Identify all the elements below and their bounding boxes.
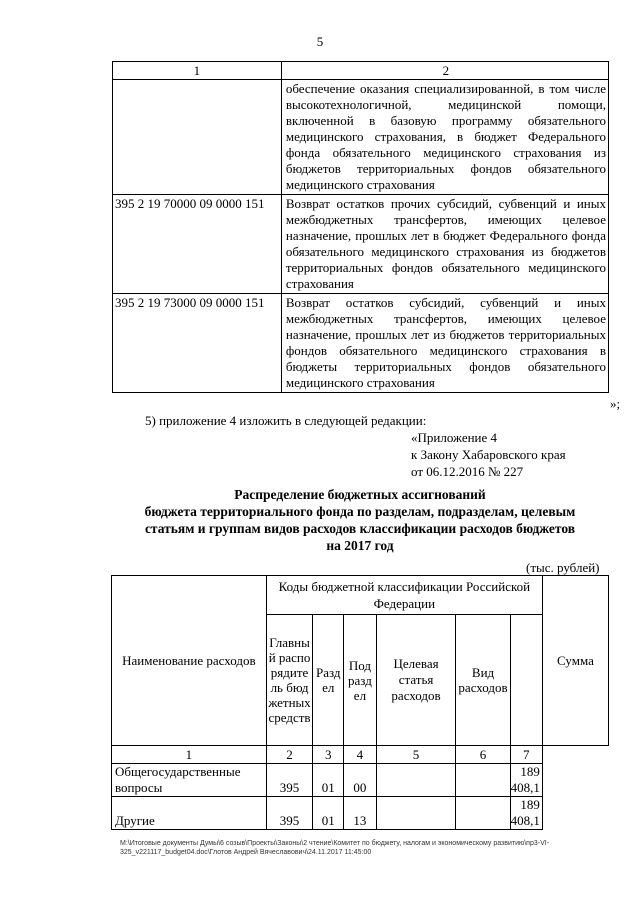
col-section-header: Раздел xyxy=(313,615,344,746)
description-cell: Возврат остатков субсидий, субвенций и иных межбюджетных трансфертов, имеющих целевое назначение, прошлых лет из бюджетов территориальных фондов обязательного медицинского страхования в бюджеты территориальных фондов обязательного медицинского страхования xyxy=(281,294,608,393)
amendment-item: 5) приложение 4 изложить в следующей редакции: xyxy=(145,413,427,428)
description-cell: обеспечение оказания специализированной, в том числе высокотехнологичной, медицинской помощи, включенной в базовую программу обязательного медицинского страхования, в бюджет Федерального фонда обязательного медицинского страхования из бюджетов территориальных фондов обязательного медицинского страхования xyxy=(281,80,608,195)
appendix-line: к Закону Хабаровского края xyxy=(411,447,566,462)
subsection-code: 00 xyxy=(344,764,377,797)
col-sum-header: Сумма xyxy=(542,576,608,746)
col-type-header: Вид расходов xyxy=(456,615,510,746)
section-code: 01 xyxy=(313,797,344,830)
page-number: 5 xyxy=(316,34,324,49)
codes-table xyxy=(112,61,609,393)
table-header-row xyxy=(113,62,609,80)
code-cell: 395 2 19 70000 09 0000 151 xyxy=(113,195,282,294)
type-code xyxy=(456,764,510,797)
table-row xyxy=(112,764,609,797)
col-number: 6 xyxy=(456,746,510,764)
table-row xyxy=(113,294,609,393)
main-code: 395 xyxy=(266,797,313,830)
subsection-code: 13 xyxy=(344,797,377,830)
col-main-header: Главный распорядитель бюджетных средств xyxy=(266,615,313,746)
col-number: 4 xyxy=(344,746,377,764)
table-row xyxy=(113,195,609,294)
code-cell: 395 2 19 73000 09 0000 151 xyxy=(113,294,282,393)
appendix-header xyxy=(411,429,566,480)
expense-name: Другие xyxy=(112,797,267,830)
budget-table xyxy=(111,575,609,830)
col-number: 1 xyxy=(112,746,267,764)
col-name-header: Наименование расходов xyxy=(112,576,267,746)
col-number: 5 xyxy=(376,746,456,764)
col-target-header: Целевая статья расходов xyxy=(376,615,456,746)
col-number: 3 xyxy=(313,746,344,764)
expense-name: Общегосударственные вопросы xyxy=(112,764,267,797)
title-line: на 2017 год xyxy=(326,538,394,553)
title-line: статьям и группам видов расходов классификации расходов бюджетов xyxy=(144,521,576,536)
column-1-header: 1 xyxy=(113,62,282,80)
column-2-header: 2 xyxy=(281,62,608,80)
code-cell xyxy=(113,80,282,195)
codes-header: Коды бюджетной классификации Российской Федерации xyxy=(266,576,542,615)
column-numbers-row xyxy=(112,746,609,764)
appendix-line: от 06.12.2016 № 227 xyxy=(411,464,524,479)
table-row xyxy=(113,80,609,195)
section-code: 01 xyxy=(313,764,344,797)
sum-value: 189 408,1 xyxy=(510,764,542,797)
table-row xyxy=(112,797,609,830)
document-title xyxy=(110,486,610,554)
target-code xyxy=(376,797,456,830)
col-number: 7 xyxy=(510,746,542,764)
appendix-line: «Приложение 4 xyxy=(411,430,498,445)
title-line: Распределение бюджетных ассигнований xyxy=(234,487,486,502)
units-label: (тыс. рублей) xyxy=(526,560,600,575)
header-row xyxy=(112,576,609,615)
sum-value: 189 408,1 xyxy=(510,797,542,830)
target-code xyxy=(376,764,456,797)
file-path-footer: М:\Итоговые документы Думы\6 созыв\Проекты\Законы\2 чтение\Комитет по бюджету, налогам и экономическому развитию\пр3-VI-325_v221117_budget04.doc\Глотов Андрей Вячеславович\24.11.2017 11:45:00 xyxy=(120,840,550,856)
closing-quote: »; xyxy=(610,396,621,411)
type-code xyxy=(456,797,510,830)
title-line: бюджета территориального фонда по разделам, подразделам, целевым xyxy=(144,504,576,519)
col-subsection-header: Подраздел xyxy=(344,615,377,746)
description-cell: Возврат остатков прочих субсидий, субвенций и иных межбюджетных трансфертов, имеющих целевое назначение, прошлых лет в бюджет Федерального фонда обязательного медицинского страхования из бюджетов территориальных фондов обязательного медицинского страхования xyxy=(281,195,608,294)
main-code: 395 xyxy=(266,764,313,797)
col-number: 2 xyxy=(266,746,313,764)
